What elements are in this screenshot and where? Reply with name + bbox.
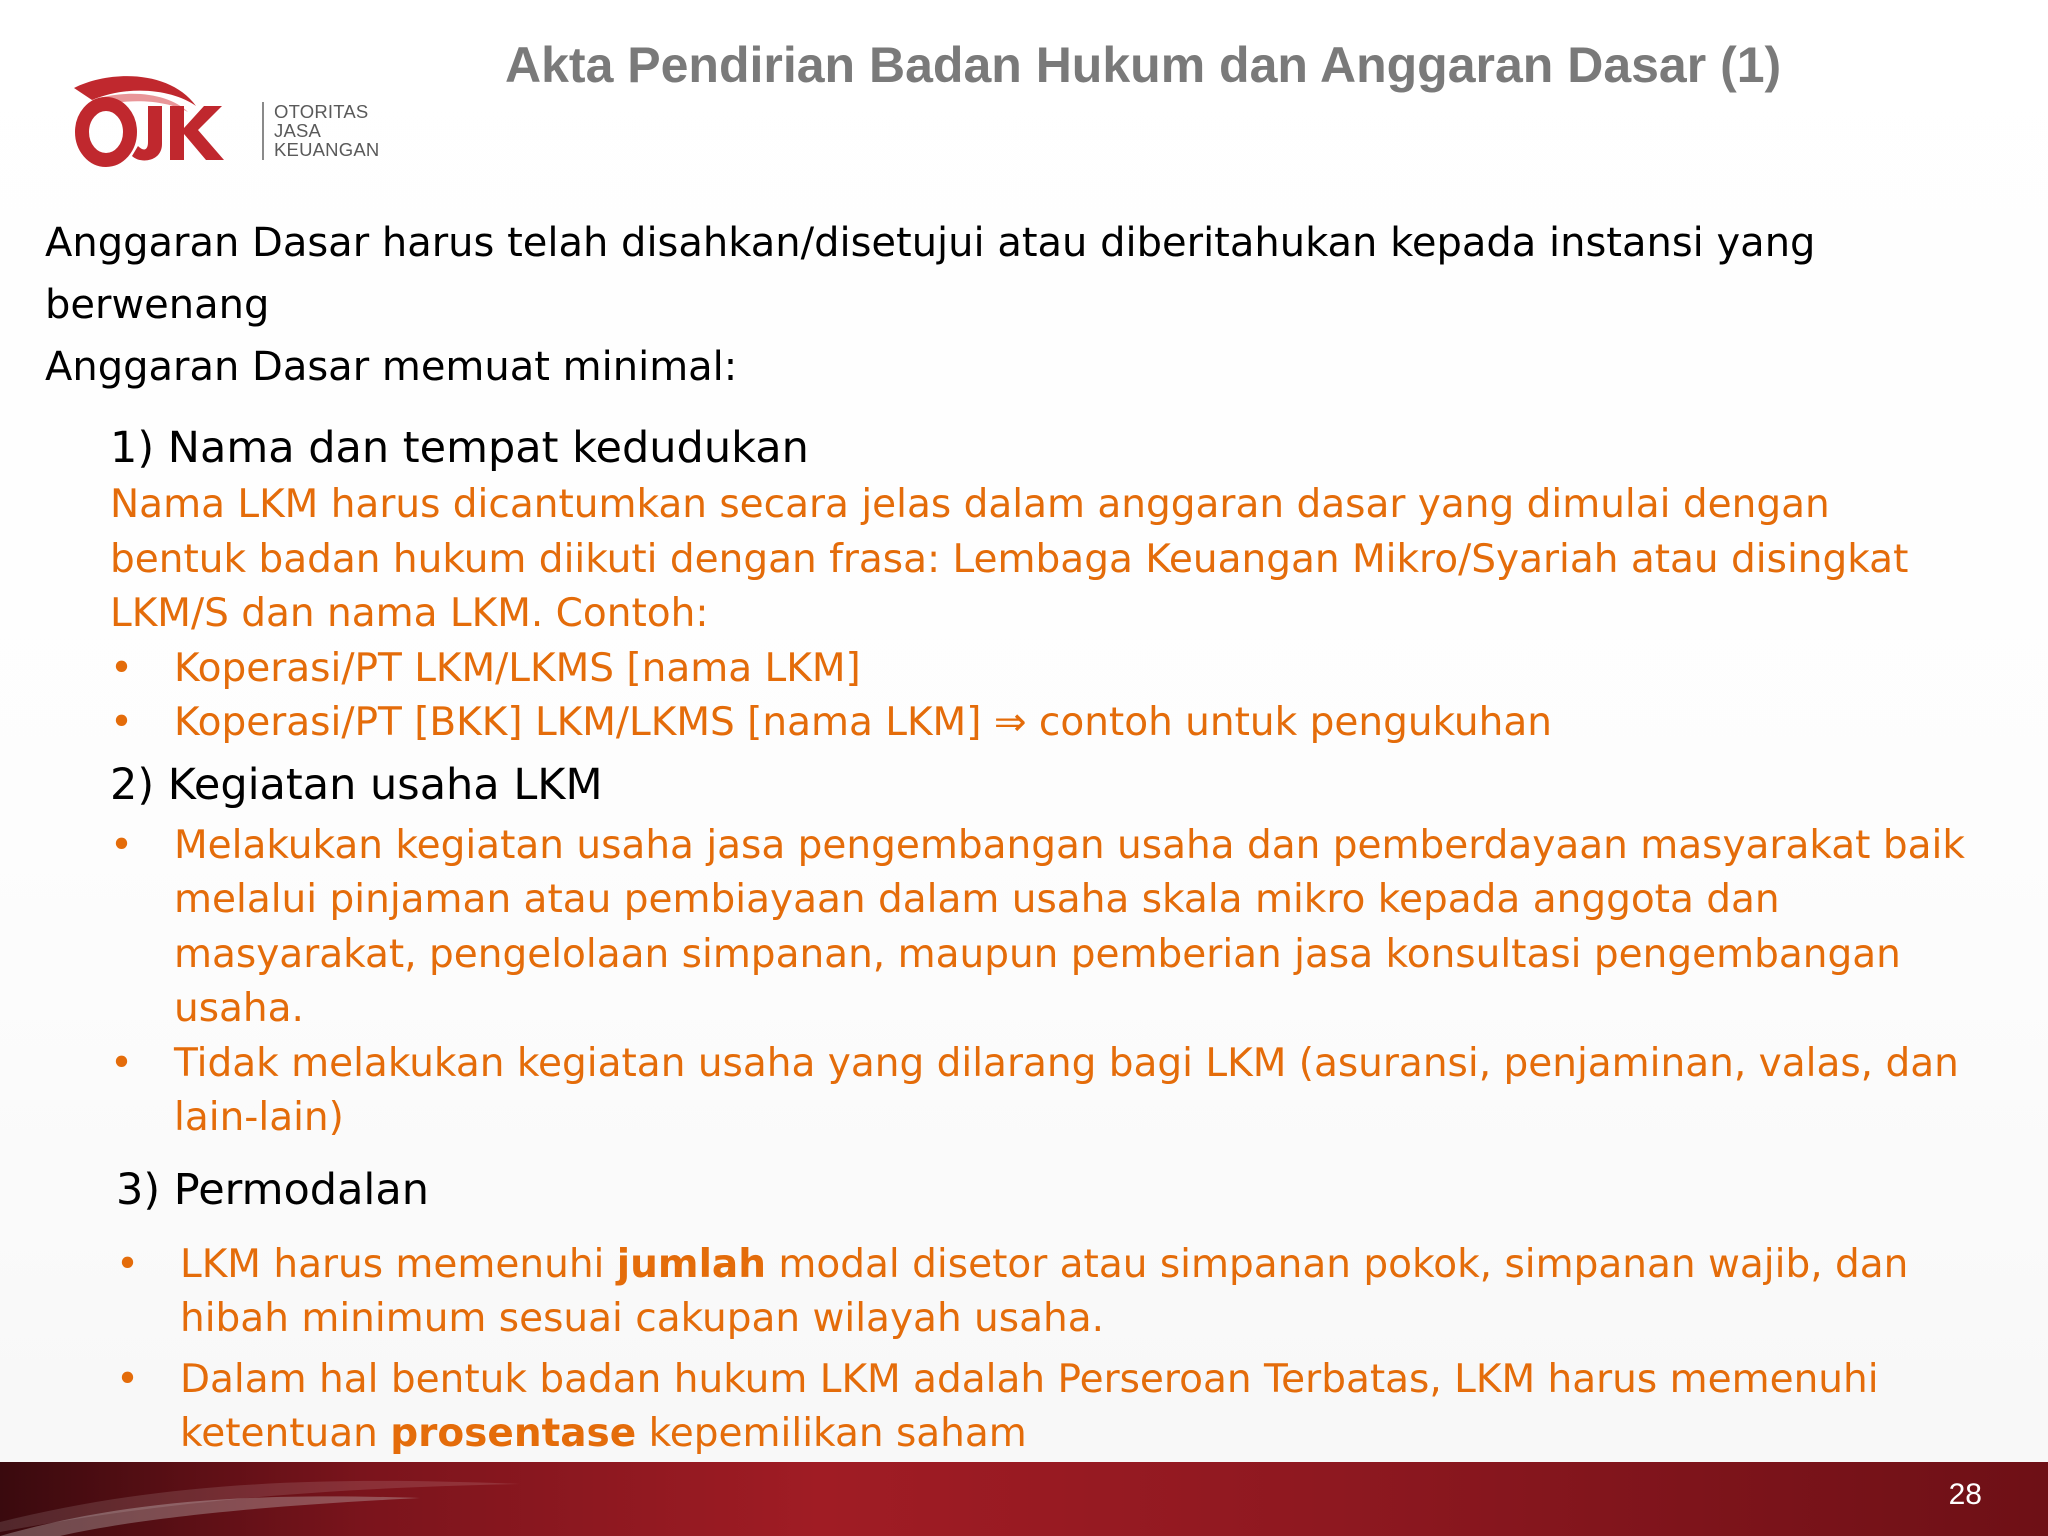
list-item: • Melakukan kegiatan usaha jasa pengembangan usaha dan pemberdayaan masyarakat baik melalui pinjaman atau pembiayaan dalam usaha skala mikro kepada anggota dan masyarakat, pengelolaan simpanan, maupun pemberian jasa konsultasi pengembangan usaha.: [110, 819, 1970, 1037]
slide-title: Akta Pendirian Badan Hukum dan Anggaran Dasar (1): [505, 37, 1782, 93]
section-1-paragraph: Nama LKM harus dicantumkan secara jelas dalam anggaran dasar yang dimulai dengan bentuk badan hukum diikuti dengan frasa: Lembaga Keuangan Mikro/Syariah atau disingkat LKM/S dan nama LKM. Contoh:: [110, 482, 1909, 636]
logo-line-1: OTORITAS: [274, 101, 369, 122]
capital-bullet-1-pre: LKM harus memenuhi: [180, 1241, 617, 1287]
capital-bullet-1-bold: jumlah: [616, 1241, 767, 1287]
section-2-heading: 2) Kegiatan usaha LKM: [110, 759, 603, 810]
capital-bullet-2-post: kepemilikan saham: [636, 1411, 1027, 1456]
ojk-logo: [70, 66, 380, 170]
list-item: [116, 1238, 1976, 1347]
section-3-bullets: [116, 1238, 1976, 1462]
section-business-activity: [110, 755, 1970, 1146]
section-2-bullets: [110, 819, 1970, 1146]
capital-bullet-1-post: modal disetor atau simpanan pokok, simpanan wajib, dan hibah minimum sesuai cakupan wilayah usaha.: [180, 1241, 1909, 1341]
logo-line-3: KEUANGAN: [274, 139, 380, 160]
section-1-heading: 1) Nama dan tempat kedudukan: [110, 423, 809, 473]
logo-wordmark: [274, 102, 379, 159]
ojk-logo-mark: [70, 66, 270, 170]
page-number: 28: [1948, 1478, 1982, 1511]
section-1-bullets: [110, 642, 1940, 751]
list-item: • Koperasi/PT LKM/LKMS [nama LKM]: [110, 642, 1940, 697]
footer-swoosh-decoration: [0, 1462, 2048, 1536]
list-item: • Koperasi/PT [BKK] LKM/LKMS [nama LKM] ⇒ contoh untuk pengukuhan: [110, 696, 1940, 751]
list-item: • Tidak melakukan kegiatan usaha yang dilarang bagi LKM (asuransi, penjaminan, valas, dan lain-lain): [110, 1037, 1970, 1146]
section-3-heading: 3) Permodalan: [116, 1164, 429, 1215]
logo-line-2: JASA: [274, 120, 322, 141]
section-name-and-domicile: [110, 418, 1940, 751]
slide-content: [45, 212, 1965, 1462]
list-item: [116, 1353, 1976, 1462]
section-capital: [116, 1160, 1976, 1462]
capital-bullet-2-bold: prosentase: [390, 1411, 637, 1456]
capital-bullet-2-pre: Dalam hal bentuk badan hukum LKM adalah Perseroan Terbatas, LKM harus memenuhi ketentuan: [180, 1356, 1879, 1456]
intro-line-1: Anggaran Dasar harus telah disahkan/disetujui atau diberitahukan kepada instansi yang berwenang: [45, 220, 1816, 328]
intro-line-2: Anggaran Dasar memuat minimal:: [45, 344, 738, 390]
